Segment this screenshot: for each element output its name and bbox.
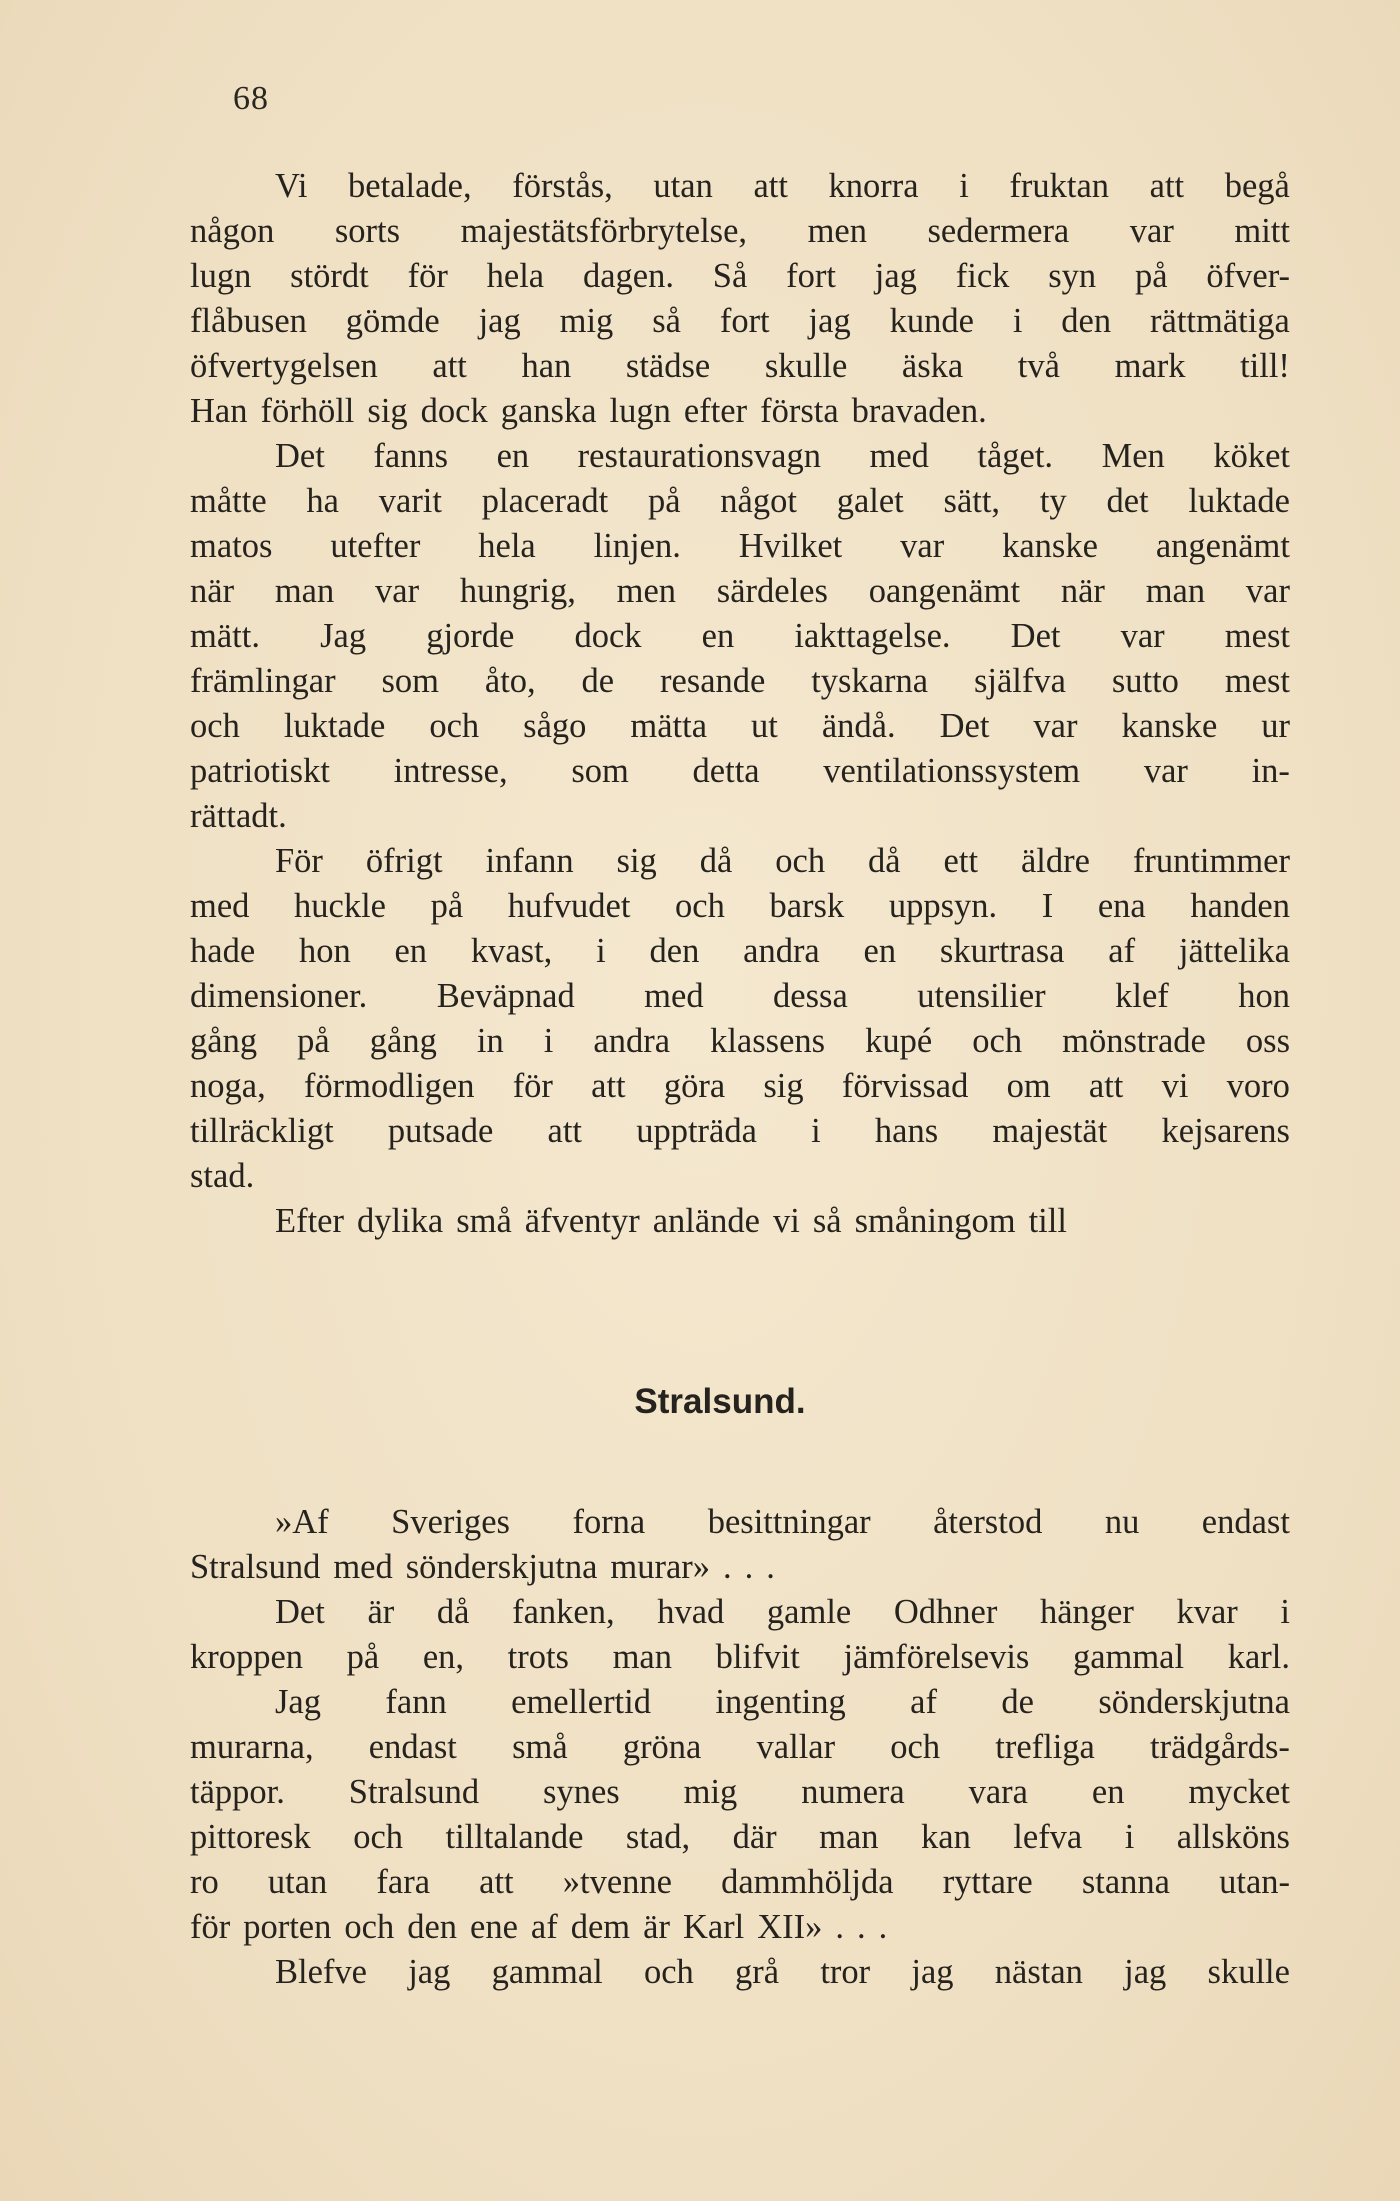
text-line: gång på gång in i andra klassens kupé och mönstrade oss [190, 1022, 1290, 1060]
chapter-heading: Stralsund. [634, 1382, 806, 1421]
text-line: »Af Sveriges forna besittningar återstod nu endast [275, 1503, 1290, 1541]
text-line: Han förhöll sig dock ganska lugn efter första bravaden. [190, 392, 987, 430]
text-line: dimensioner. Beväpnad med dessa utensilier klef hon [190, 977, 1290, 1015]
text-line: för porten och den ene af dem är Karl XII» . . . [190, 1908, 888, 1946]
text-line: Det fanns en restaurationsvagn med tåget. Men köket [275, 437, 1290, 475]
text-line: Stralsund med sönderskjutna murar» . . . [190, 1548, 775, 1586]
text-line: För öfrigt infann sig då och då ett äldre fruntimmer [275, 842, 1290, 880]
text-line: öfvertygelsen att han städse skulle äska två mark till! [190, 347, 1290, 385]
text-line: matos utefter hela linjen. Hvilket var kanske angenämt [190, 527, 1290, 565]
text-line: noga, förmodligen för att göra sig förvissad om att vi voro [190, 1067, 1290, 1105]
body-text-section-2 [190, 1500, 1290, 1995]
text-line: och luktade och sågo mätta ut ändå. Det var kanske ur [190, 707, 1290, 745]
text-line: ro utan fara att »tvenne dammhöljda ryttare stanna utan- [190, 1863, 1290, 1901]
text-line: täppor. Stralsund synes mig numera vara en mycket [190, 1773, 1290, 1811]
text-line: någon sorts majestätsförbrytelse, men sedermera var mitt [190, 212, 1290, 250]
text-line: kroppen på en, trots man blifvit jämförelsevis gammal karl. [190, 1638, 1290, 1676]
text-line: hade hon en kvast, i den andra en skurtrasa af jättelika [190, 932, 1290, 970]
body-text-section-1 [190, 164, 1290, 1244]
text-line: flåbusen gömde jag mig så fort jag kunde i den rättmätiga [190, 302, 1290, 340]
text-line: stad. [190, 1157, 255, 1195]
text-line: rättadt. [190, 797, 287, 835]
text-line: mätt. Jag gjorde dock en iakttagelse. Det var mest [190, 617, 1290, 655]
text-line: pittoresk och tilltalande stad, där man kan lefva i allsköns [190, 1818, 1290, 1856]
page-number: 68 [233, 80, 269, 117]
text-line: måtte ha varit placeradt på något galet sätt, ty det luktade [190, 482, 1290, 520]
text-line: Blefve jag gammal och grå tror jag nästan jag skulle [275, 1953, 1290, 1991]
text-line: Det är då fanken, hvad gamle Odhner hänger kvar i [275, 1593, 1290, 1631]
text-line: främlingar som åto, de resande tyskarna själfva sutto mest [190, 662, 1290, 700]
text-line: Jag fann emellertid ingenting af de sönderskjutna [275, 1683, 1290, 1721]
text-line: patriotiskt intresse, som detta ventilationssystem var in- [190, 752, 1290, 790]
text-line: Efter dylika små äfventyr anlände vi så småningom till [275, 1202, 1067, 1240]
text-line: med huckle på hufvudet och barsk uppsyn. I ena handen [190, 887, 1290, 925]
text-line: tillräckligt putsade att uppträda i hans majestät kejsarens [190, 1112, 1290, 1150]
text-line: lugn stördt för hela dagen. Så fort jag fick syn på öfver- [190, 257, 1290, 295]
text-line: Vi betalade, förstås, utan att knorra i fruktan att begå [275, 167, 1290, 205]
text-line: murarna, endast små gröna vallar och trefliga trädgårds- [190, 1728, 1290, 1766]
text-line: när man var hungrig, men särdeles oangenämt när man var [190, 572, 1290, 610]
